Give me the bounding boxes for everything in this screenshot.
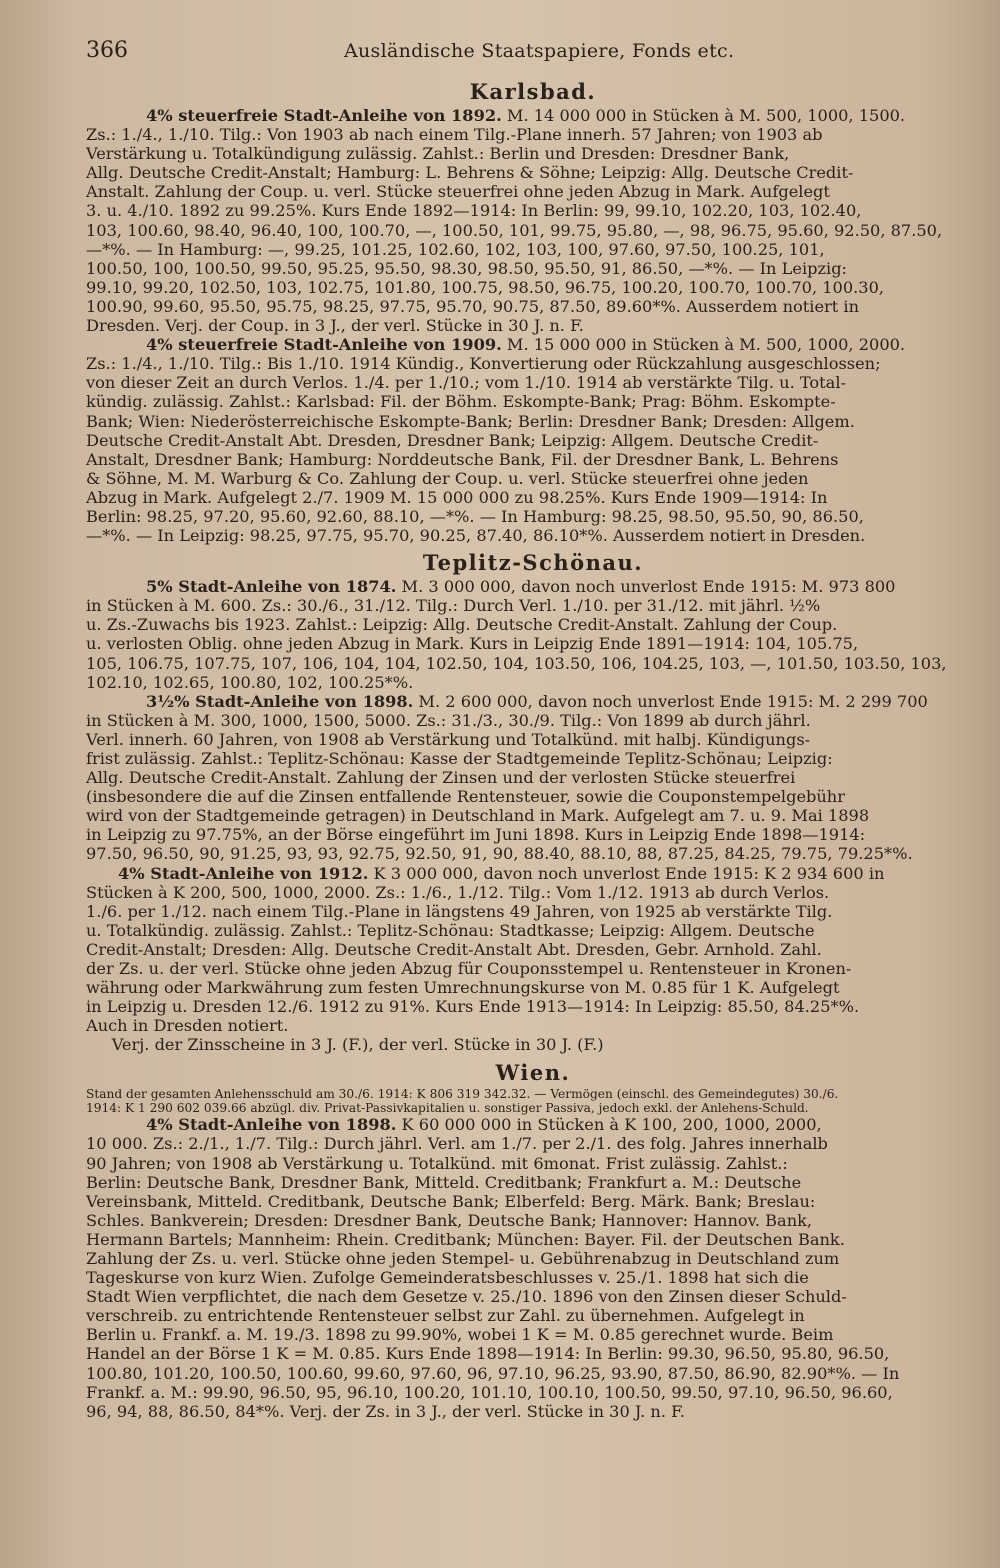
loan-heading: 4% Stadt-Anleihe von 1912.: [118, 863, 369, 883]
loan-text: M. 15 000 000 in Stücken à M. 500, 1000, 2000. Zs.: 1./4., 1./10. Tilg.: Bis 1./10. 1914 Kündig., Konvertierung oder Rückzahlung ausgeschlossen; von dieser Zeit an durch Verlos. 1./4. per 1./10.; vom 1./10. 1914 ab verstärkte Tilg. u. Total- kündig. zulässig. Zahlst.: Karlsbad: Fil. der Böhm. Eskompte-Bank; Prag: Böhm. Eskompte- Bank; Wien: Niederösterreichische Eskompte-Bank; Berlin: Dresdner Bank; Dresden: Allgem. Deutsche Credit-Anstalt Abt. Dresden, Dresdner Bank; Leipzig: Allgem. Deutsche Credit- Anstalt, Dresdner Bank; Hamburg: Norddeutsche Bank, Fil. der Dresdner Bank, L. Behrens & Söhne, M. M. Warburg & Co. Zahlung der Coup. u. verl. Stücke steuerfrei ohne jeden Abzug in Mark. Aufgelegt 2./7. 1909 M. 15 000 000 zu 98.25%. Kurs Ende 1909—1914: In Berlin: 98.25, 97.20, 95.60, 92.60, 88.10, —*%. — In Hamburg: 98.25, 98.50, 95.50, 90, 86.50, —*%. — In Leipzig: 98.25, 97.75, 95.70, 90.25, 87.40, 86.10*%. Ausserdem notiert in Dresden.: [86, 335, 906, 546]
limitation-note: Verj. der Zinsscheine in 3 J. (F.), der verl. Stücke in 30 J. (F.): [86, 1035, 604, 1055]
loan-text: K 3 000 000, davon noch unverlost Ende 1915: K 2 934 600 in Stücken à K 200, 500, 1000, 2000. Zs.: 1./6., 1./12. Tilg.: Vom 1./12. 1913 ab durch Verlos. 1./6. per 1./12. nach einem Tilg.-Plane in längstens 49 Jahren, von 1925 ab verstärkte Tilg. u. Totalkündig. zulässig. Zahlst.: Teplitz-Schönau: Stadtkasse; Leipzig: Allgem. Deutsche Credit-Anstalt; Dresden: Allg. Deutsche Credit-Anstalt Abt. Dresden, Gebr. Arnhold. Zahl. der Zs. u. der verl. Stücke ohne jeden Abzug für Couponsstempel u. Rentensteuer in Kronen- währung oder Markwährung zum festen Umrechnungskurse von M. 0.85 für 1 K. Aufgelegt in Leipzig u. Dresden 12./6. 1912 zu 91%. Kurs Ende 1913—1914: In Leipzig: 85.50, 84.25*%. Auch in Dresden notiert.: [86, 863, 885, 1036]
loan-heading: 4% steuerfreie Stadt-Anleihe von 1909.: [146, 335, 502, 355]
section-wien: [86, 1059, 980, 1421]
loan-text: M. 3 000 000, davon noch unverlost Ende 1915: M. 973 800 in Stücken à M. 600. Zs.: 30./6., 31./12. Tilg.: Durch Verl. 1./10. per 31./12. mit jährl. ½% u. Zs.-Zuwachs bis 1923. Zahlst.: Leipzig: Allg. Deutsche Credit-Anstalt. Zahlung der Coup. u. verlosten Oblig. ohne jeden Abzug in Mark. Kurs in Leipzig Ende 1891—1914: 104, 105.75, 105, 106.75, 107.75, 107, 106, 104, 104, 102.50, 104, 103.50, 106, 104.25, 103, —, 101.50, 103.50, 103, 102.10, 102.65, 100.80, 102, 100.25*%.: [86, 577, 947, 692]
loan-text: K 60 000 000 in Stücken à K 100, 200, 1000, 2000, 10 000. Zs.: 2./1., 1./7. Tilg.: Durch jährl. Verl. am 1./7. per 2./1. des folg. Jahres innerhalb 90 Jahren; von 1908 ab Verstärkung u. Totalkünd. mit 6monat. Frist zulässig. Zahlst.: Berlin: Deutsche Bank, Dresdner Bank, Mitteld. Creditbank; Frankfurt a. M.: Deutsche Vereinsbank, Mitteld. Creditbank, Deutsche Bank; Elberfeld: Berg. Märk. Bank; Breslau: Schles. Bankverein; Dresden: Dresdner Bank, Deutsche Bank; Hannover: Hannov. Bank, Hermann Bartels; Mannheim: Rhein. Creditbank; München: Bayer. Fil. der Deutschen Bank. Zahlung der Zs. u. verl. Stücke ohne jeden Stempel- u. Gebührenabzug in Deutschland zum Tageskurse von kurz Wien. Zufolge Gemeinderatsbeschlusses v. 25./1. 1898 hat sich die Stadt Wien verpflichtet, die nach dem Gesetze v. 25./10. 1896 von den Zinsen dieser Schuld- verschreib. zu entrichtende Rentensteuer selbst zur Zahl. zu übernehmen. Aufgelegt in Berlin u. Frankf. a. M. 19./3. 1898 zu 99.90%, wobei 1 K = M. 0.85 gerechnet wurde. Beim Handel an der Börse 1 K = M. 0.85. Kurs Ende 1898—1914: In Berlin: 99.30, 96.50, 95.80, 96.50, 100.80, 101.20, 100.50, 100.60, 99.60, 97.60, 96, 97.10, 96.25, 93.90, 87.50, 86.90, 82.90*%. — In Frankf. a. M.: 99.90, 96.50, 95, 96.10, 100.20, 101.10, 100.10, 100.50, 99.50, 97.10, 96.50, 96.60, 96, 94, 88, 86.50, 84*%. Verj. der Zs. in 3 J., der verl. Stücke in 30 J. n. F.: [86, 1115, 900, 1421]
loan-heading: 3½% Stadt-Anleihe von 1898.: [146, 691, 414, 711]
page-number: 366: [86, 38, 128, 63]
section-title: Wien.: [495, 1059, 571, 1085]
loan-heading: 5% Stadt-Anleihe von 1874.: [146, 577, 397, 597]
page-header: [86, 30, 980, 78]
section-title: Karlsbad.: [469, 79, 597, 104]
section-karlsbad: [86, 78, 980, 545]
loan-entry: [86, 577, 980, 692]
loan-heading: 4% Stadt-Anleihe von 1898.: [146, 1115, 397, 1135]
loan-entry: [86, 692, 980, 864]
debt-summary: Stand der gesamten Anlehensschuld am 30./6. 1914: K 806 319 342.32. — Vermögen (einschl. des Gemeindegutes) 30./6. 1914: K 1 290 602 039.66 abzügl. div. Privat-Passivkapitalien u. sonstiger Passiva, jedoch exkl. der Anlehens-Schuld.: [86, 1086, 839, 1115]
loan-entry: [86, 335, 980, 545]
section-teplitz-schoenau: [86, 549, 980, 1054]
loan-entry: [86, 106, 980, 335]
running-title: Ausländische Staatspapiere, Fonds etc.: [344, 40, 735, 62]
loan-heading: 4% steuerfreie Stadt-Anleihe von 1892.: [146, 106, 502, 125]
loan-text: M. 2 600 000, davon noch unverlost Ende 1915: M. 2 299 700 in Stücken à M. 300, 1000, 1500, 5000. Zs.: 31./3., 30./9. Tilg.: Von 1899 ab durch jährl. Verl. innerh. 60 Jahren, von 1908 ab Verstärkung und Totalkünd. mit halbj. Kündigungs- frist zulässig. Zahlst.: Teplitz-Schönau: Kasse der Stadtgemeinde Teplitz-Schönau; Leipzig: Allg. Deutsche Credit-Anstalt. Zahlung der Zinsen und der verlosten Stücke steuerfrei (insbesondere die auf die Zinsen entfallende Rentensteuer, sowie die Couponstempelgebühr wird von der Stadtgemeinde getragen) in Deutschland in Mark. Aufgelegt am 7. u. 9. Mai 1898 in Leipzig zu 97.75%, an der Börse eingeführt im Juni 1898. Kurs in Leipzig Ende 1898—1914: 97.50, 96.50, 90, 91.25, 93, 93, 92.75, 92.50, 91, 90, 88.40, 88.10, 88, 87.25, 84.25, 79.75, 79.25*%.: [86, 691, 928, 864]
loan-text: M. 14 000 000 in Stücken à M. 500, 1000, 1500. Zs.: 1./4., 1./10. Tilg.: Von 1903 ab nach einem Tilg.-Plane innerh. 57 Jahren; von 1903 ab Verstärkung u. Totalkündigung zulässig. Zahlst.: Berlin und Dresden: Dresdner Bank, Allg. Deutsche Credit-Anstalt; Hamburg: L. Behrens & Söhne; Leipzig: Allg. Deutsche Credit- Anstalt. Zahlung der Coup. u. verl. Stücke steuerfrei ohne jeden Abzug in Mark. Aufgelegt 3. u. 4./10. 1892 zu 99.25%. Kurs Ende 1892—1914: In Berlin: 99, 99.10, 102.20, 103, 102.40, 103, 100.60, 98.40, 96.40, 100, 100.70, —, 100.50, 101, 99.75, 95.80, —, 98, 96.75, 95.60, 92.50, 87.50, —*%. — In Hamburg: —, 99.25, 101.25, 102.60, 102, 103, 100, 97.60, 97.50, 100.25, 101, 100.50, 100, 100.50, 99.50, 95.25, 95.50, 98.30, 98.50, 95.50, 91, 86.50, —*%. — In Leipzig: 99.10, 99.20, 102.50, 103, 102.75, 101.80, 100.75, 98.50, 96.75, 100.20, 100.70, 100.70, 100.30, 100.90, 99.60, 95.50, 95.75, 98.25, 97.75, 95.70, 90.75, 87.50, 89.60*%. Ausserdem notiert in Dresden. Verj. der Coup. in 3 J., der verl. Stücke in 30 J. n. F.: [86, 106, 943, 336]
loan-entry: [86, 864, 980, 1036]
section-title: Teplitz-Schönau.: [422, 550, 644, 576]
loan-entry: [86, 1115, 980, 1421]
